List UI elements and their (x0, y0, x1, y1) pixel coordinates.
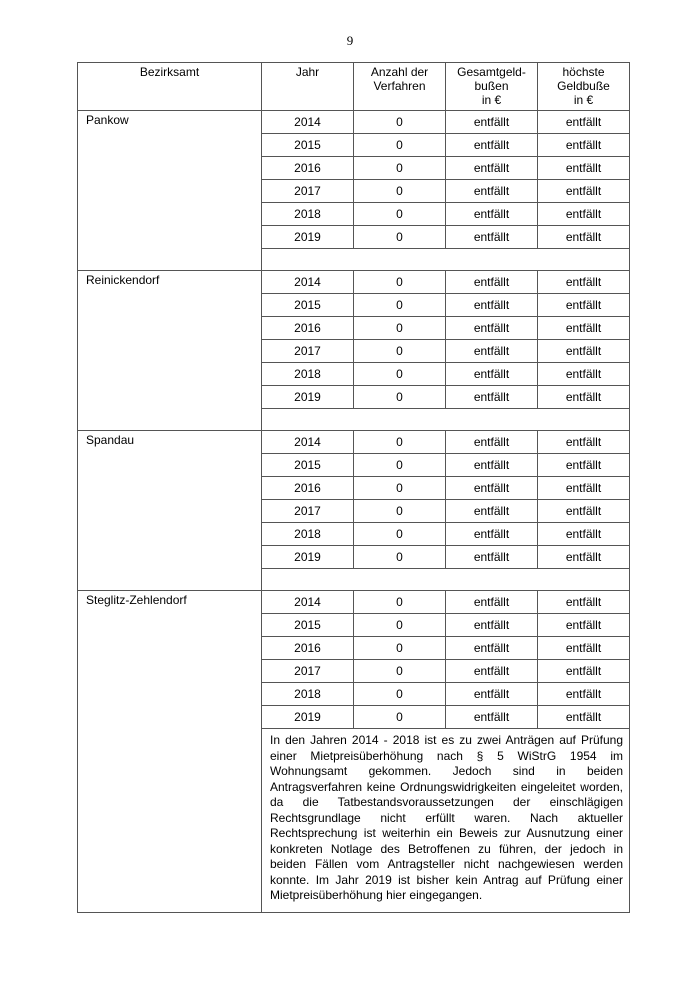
fines-table (77, 62, 630, 913)
cell-count: 0 (354, 477, 446, 500)
cell-year: 2018 (262, 523, 354, 546)
cell-year: 2017 (262, 500, 354, 523)
cell-total: entfällt (446, 317, 538, 340)
cell-max: entfällt (538, 660, 630, 683)
cell-year: 2016 (262, 317, 354, 340)
cell-max: entfällt (538, 683, 630, 706)
cell-year: 2015 (262, 614, 354, 637)
cell-count: 0 (354, 546, 446, 569)
cell-count: 0 (354, 454, 446, 477)
cell-year: 2015 (262, 454, 354, 477)
cell-total: entfällt (446, 431, 538, 454)
cell-total: entfällt (446, 111, 538, 134)
cell-max: entfällt (538, 294, 630, 317)
cell-max: entfällt (538, 317, 630, 340)
cell-max: entfällt (538, 523, 630, 546)
cell-max: entfällt (538, 431, 630, 454)
cell-count: 0 (354, 386, 446, 409)
cell-total: entfällt (446, 203, 538, 226)
cell-total: entfällt (446, 180, 538, 203)
spacer-cell (262, 409, 630, 431)
district-note: In den Jahren 2014 - 2018 ist es zu zwei Anträgen auf Prüfung einer Mietpreisüberhöhung nach § 5 WiStrG 1954 im Wohnungsamt gekommen. Jedoch sind in beiden Antragsverfahren keine Ordnungswidrigkeiten eingeleitet worden, da die Tatbestandsvoraussetzungen der einschlägigen Rechtsgrundlage nicht erfüllt waren. Nach aktueller Rechtsprechung ist weiterhin ein Beweis zur Ausnutzung einer konkreten Notlage des Betroffenen zu führen, der jedoch in beiden Fällen vom Antragsteller nicht nachgewiesen werden konnte. Im Jahr 2019 ist bisher kein Antrag auf Prüfung einer Mietpreisüberhöhung hier eingegangen. (262, 729, 630, 913)
cell-max: entfällt (538, 477, 630, 500)
cell-total: entfällt (446, 500, 538, 523)
table-row (78, 111, 630, 134)
header-count: Anzahl der Verfahren (354, 63, 446, 111)
cell-count: 0 (354, 317, 446, 340)
cell-total: entfällt (446, 454, 538, 477)
cell-total: entfällt (446, 294, 538, 317)
cell-year: 2018 (262, 363, 354, 386)
cell-total: entfällt (446, 271, 538, 294)
cell-count: 0 (354, 637, 446, 660)
cell-max: entfällt (538, 637, 630, 660)
cell-total: entfällt (446, 706, 538, 729)
cell-max: entfällt (538, 271, 630, 294)
cell-count: 0 (354, 591, 446, 614)
cell-count: 0 (354, 294, 446, 317)
table-header-row (78, 63, 630, 111)
cell-total: entfällt (446, 477, 538, 500)
cell-year: 2016 (262, 477, 354, 500)
cell-year: 2019 (262, 226, 354, 249)
cell-max: entfällt (538, 157, 630, 180)
table-row (78, 591, 630, 614)
page-number: 9 (346, 33, 354, 48)
cell-total: entfällt (446, 546, 538, 569)
cell-year: 2014 (262, 271, 354, 294)
cell-total: entfällt (446, 134, 538, 157)
cell-max: entfällt (538, 386, 630, 409)
cell-max: entfällt (538, 340, 630, 363)
cell-year: 2017 (262, 660, 354, 683)
cell-count: 0 (354, 363, 446, 386)
cell-max: entfällt (538, 363, 630, 386)
cell-year: 2014 (262, 111, 354, 134)
cell-year: 2018 (262, 683, 354, 706)
cell-year: 2015 (262, 134, 354, 157)
cell-count: 0 (354, 180, 446, 203)
spacer-cell (262, 249, 630, 271)
district-name: Pankow (78, 111, 262, 271)
cell-count: 0 (354, 226, 446, 249)
cell-max: entfällt (538, 111, 630, 134)
cell-max: entfällt (538, 226, 630, 249)
cell-max: entfällt (538, 180, 630, 203)
cell-year: 2014 (262, 591, 354, 614)
cell-count: 0 (354, 500, 446, 523)
cell-total: entfällt (446, 591, 538, 614)
cell-total: entfällt (446, 386, 538, 409)
cell-year: 2017 (262, 180, 354, 203)
cell-total: entfällt (446, 683, 538, 706)
header-district: Bezirksamt (78, 63, 262, 111)
cell-year: 2019 (262, 706, 354, 729)
cell-total: entfällt (446, 157, 538, 180)
cell-count: 0 (354, 340, 446, 363)
cell-total: entfällt (446, 614, 538, 637)
cell-total: entfällt (446, 523, 538, 546)
cell-count: 0 (354, 157, 446, 180)
cell-count: 0 (354, 614, 446, 637)
cell-max: entfällt (538, 203, 630, 226)
cell-total: entfällt (446, 363, 538, 386)
cell-year: 2018 (262, 203, 354, 226)
cell-year: 2014 (262, 431, 354, 454)
header-total-fines: Gesamtgeld- bußen in € (446, 63, 538, 111)
header-max-fine: höchste Geldbuße in € (538, 63, 630, 111)
cell-max: entfällt (538, 614, 630, 637)
cell-max: entfällt (538, 500, 630, 523)
cell-count: 0 (354, 203, 446, 226)
cell-max: entfällt (538, 134, 630, 157)
table-row (78, 271, 630, 294)
cell-max: entfällt (538, 706, 630, 729)
cell-total: entfällt (446, 637, 538, 660)
cell-year: 2019 (262, 546, 354, 569)
cell-total: entfällt (446, 660, 538, 683)
cell-year: 2019 (262, 386, 354, 409)
cell-year: 2016 (262, 637, 354, 660)
cell-total: entfällt (446, 340, 538, 363)
cell-count: 0 (354, 683, 446, 706)
cell-year: 2017 (262, 340, 354, 363)
spacer-cell (262, 569, 630, 591)
cell-max: entfällt (538, 591, 630, 614)
cell-count: 0 (354, 271, 446, 294)
cell-max: entfällt (538, 546, 630, 569)
district-name: Steglitz-Zehlendorf (78, 591, 262, 913)
district-name: Reinickendorf (78, 271, 262, 431)
cell-count: 0 (354, 706, 446, 729)
cell-year: 2015 (262, 294, 354, 317)
cell-year: 2016 (262, 157, 354, 180)
district-name: Spandau (78, 431, 262, 591)
cell-count: 0 (354, 111, 446, 134)
header-year: Jahr (262, 63, 354, 111)
cell-count: 0 (354, 431, 446, 454)
cell-count: 0 (354, 523, 446, 546)
table-row (78, 431, 630, 454)
cell-count: 0 (354, 660, 446, 683)
cell-max: entfällt (538, 454, 630, 477)
cell-count: 0 (354, 134, 446, 157)
cell-total: entfällt (446, 226, 538, 249)
